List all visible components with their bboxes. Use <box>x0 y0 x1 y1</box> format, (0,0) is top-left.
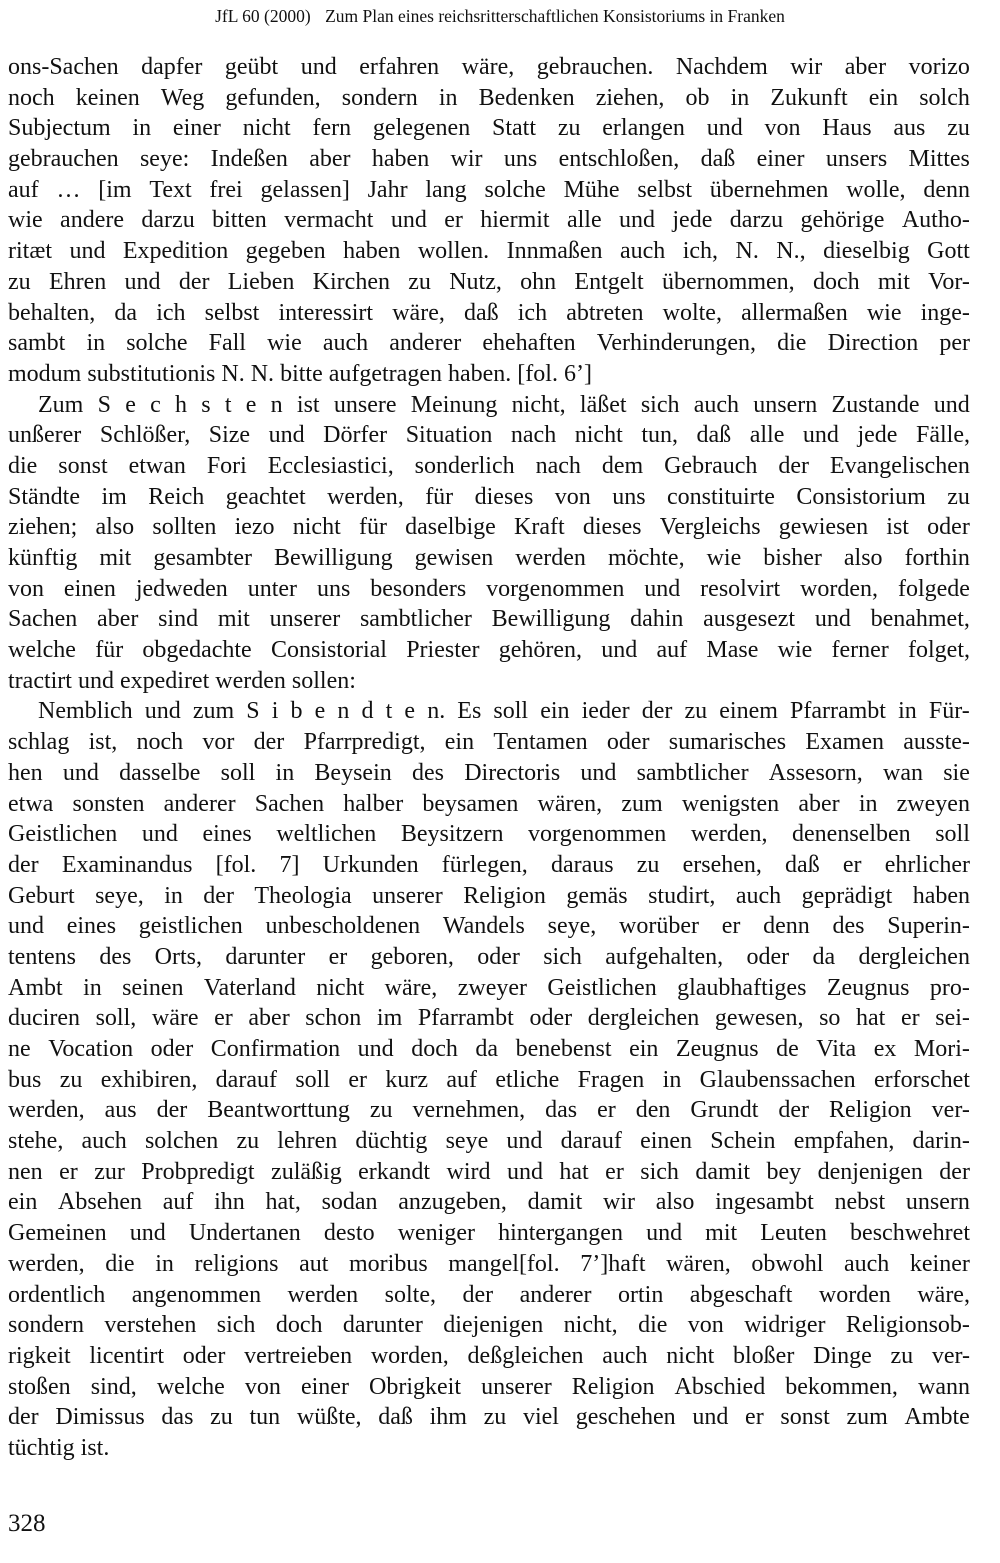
text-line: ordentlich angenommen werden solte, der anderer ortin abgeschaft worden wäre, <box>8 1281 970 1308</box>
text-line: Subjectum in einer nicht fern gelegenen Statt zu erlangen und von Haus aus zu <box>8 115 970 142</box>
text-line: bus zu exhibiren, darauf soll er kurz auf etliche Fragen in Glaubenssachen erforschet <box>8 1066 970 1093</box>
text-line: Gemeinen und Undertanen desto weniger hintergangen und mit Leuten beschwehret <box>8 1220 970 1247</box>
text-line: der Examinandus [fol. 7] Urkunden fürlegen, daraus zu ersehen, daß er ehrlicher <box>8 851 970 878</box>
text-line: Nemblich und zum S i b e n d t e n. Es soll ein ieder der zu einem Pfarrambt in Für- <box>38 698 970 725</box>
body-text <box>8 52 970 1464</box>
text-line: gebrauchen seye: Indeßen aber haben wir uns entschloßen, daß einer unsers Mittes <box>8 146 970 173</box>
text-line: zu Ehren und der Lieben Kirchen zu Nutz, ohn Entgelt übernommen, doch mit Vor- <box>8 268 970 295</box>
text-line: tüchtig ist. <box>8 1434 110 1461</box>
text-line: werden, die in religions aut moribus mangel[fol. 7’]haft wären, obwohl auch keiner <box>8 1250 970 1277</box>
text-line: schlag ist, noch vor der Pfarrpredigt, ein Tentamen oder sumarisches Examen ausste- <box>8 729 970 756</box>
text-line: Geburt seye, in der Theologia unserer Religion gemäs studirt, auch geprädigt haben <box>8 882 970 909</box>
text-line: etwa sonsten anderer Sachen halber beysamen wären, zum wenigsten aber in zweyen <box>8 790 970 817</box>
text-line: und eines geistlichen unbescholdenen Wandels seye, worüber er denn des Superin- <box>8 913 970 940</box>
running-title: Zum Plan eines reichsritterschaftlichen Konsistoriums in Franken <box>325 6 785 26</box>
text-line: die sonst etwan Fori Ecclesiastici, sonderlich nach dem Gebrauch der Evangelischen <box>8 452 970 479</box>
text-line: künftig mit gesambter Bewilligung gewisen werden möchte, wie bisher also forthin <box>8 545 970 571</box>
text-line: welche für obgedachte Consistorial Priester gehören, und auf Mase wie ferner folget, <box>8 637 970 664</box>
text-line: modum substitutionis N. N. bitte aufgetragen haben. [fol. 6’] <box>8 360 592 387</box>
text-line: ne Vocation oder Confirmation und doch da benebenst ein Zeugnus de Vita ex Mori- <box>8 1036 970 1062</box>
text-line: hen und dasselbe soll in Beysein des Directoris und sambtlicher Assesorn, wan sie <box>8 759 970 786</box>
text-line: stehe, auch solchen zu lehren düchtig seye und darauf einen Schein empfahen, darin- <box>8 1128 970 1155</box>
text-line: ritæt und Expedition gegeben haben wollen. Innmaßen auch ich, N. N., dieselbig Gott <box>8 238 970 265</box>
text-line: von einen jedweden unter uns besonders vorgenommen und resolvirt worden, folgede <box>8 575 970 602</box>
text-line: Zum S e c h s t e n ist unsere Meinung nicht, läßet sich auch unsern Zustande und <box>38 391 970 418</box>
text-line: rigkeit licentirt oder vertreieben worden, deßgleichen auch nicht bloßer Dinge zu ver- <box>8 1342 970 1369</box>
text-line: nen er zur Probpredigt zuläßig erkandt wird und hat er sich damit bey denjenigen der <box>8 1158 970 1185</box>
text-line: auf … [im Text frei gelassen] Jahr lang solche Mühe selbst übernehmen wolle, denn <box>8 176 970 203</box>
text-line: ein Absehen auf ihn hat, sodan anzugeben, damit wir also ingesambt nebst unsern <box>8 1189 970 1216</box>
text-line: stoßen sind, welche von einer Obrigkeit unserer Religion Abschied bekommen, wann <box>8 1373 970 1400</box>
text-line: ziehen; also sollten iezo nicht für daselbige Kraft dieses Vergleichs gewiesen ist oder <box>8 514 970 541</box>
text-line: sondern verstehen sich doch darunter diejenigen nicht, die von widriger Religionsob- <box>8 1312 970 1339</box>
text-line: Geistlichen und eines weltlichen Beysitzern vorgenommen werden, denenselben soll <box>8 821 970 848</box>
text-line: tentens des Orts, darunter er geboren, oder sich aufgehalten, oder da dergleichen <box>8 943 970 970</box>
text-line: duciren soll, wäre er aber schon im Pfarrambt oder dergleichen gewesen, so hat er sei- <box>8 1005 970 1032</box>
text-line: ons-Sachen dapfer geübt und erfahren wäre, gebrauchen. Nachdem wir aber vorizo <box>8 54 970 80</box>
text-line: Ambt in seinen Vaterland nicht wäre, zweyer Geistlichen glaubhaftiges Zeugnus pro- <box>8 974 970 1001</box>
text-line: unßerer Schlößer, Size und Dörfer Situation nach nicht tun, daß alle und jede Fälle, <box>8 422 970 449</box>
text-line: wie andere darzu bitten vermacht und er hiermit alle und jede darzu gehörige Autho- <box>8 207 970 234</box>
text-line: sambt in solche Fall wie auch anderer ehehaften Verhinderungen, die Direction per <box>8 330 970 357</box>
text-line: der Dimissus das zu tun wüßte, daß ihm zu viel geschehen und er sonst zum Ambte <box>8 1404 970 1431</box>
text-line: behalten, da ich selbst interessirt wäre, daß ich abtreten wolte, allermaßen wie inge- <box>8 299 970 326</box>
text-line: noch keinen Weg gefunden, sondern in Bedenken ziehen, ob in Zukunft ein solch <box>8 84 970 111</box>
text-line: Sachen aber sind mit unserer sambtlicher Bewilligung dahin ausgesezt und benahmet, <box>8 606 970 633</box>
page-number: 328 <box>8 1510 46 1537</box>
running-header <box>0 4 1000 28</box>
text-line: werden, aus der Beantworttung zu vernehmen, das er den Grundt der Religion ver- <box>8 1097 970 1124</box>
text-line: tractirt und expediret werden sollen: <box>8 667 356 694</box>
journal-citation: JfL 60 (2000) <box>215 6 311 26</box>
text-line: Ständte im Reich geachtet werden, für dieses von uns constituirte Consistorium zu <box>8 483 970 510</box>
